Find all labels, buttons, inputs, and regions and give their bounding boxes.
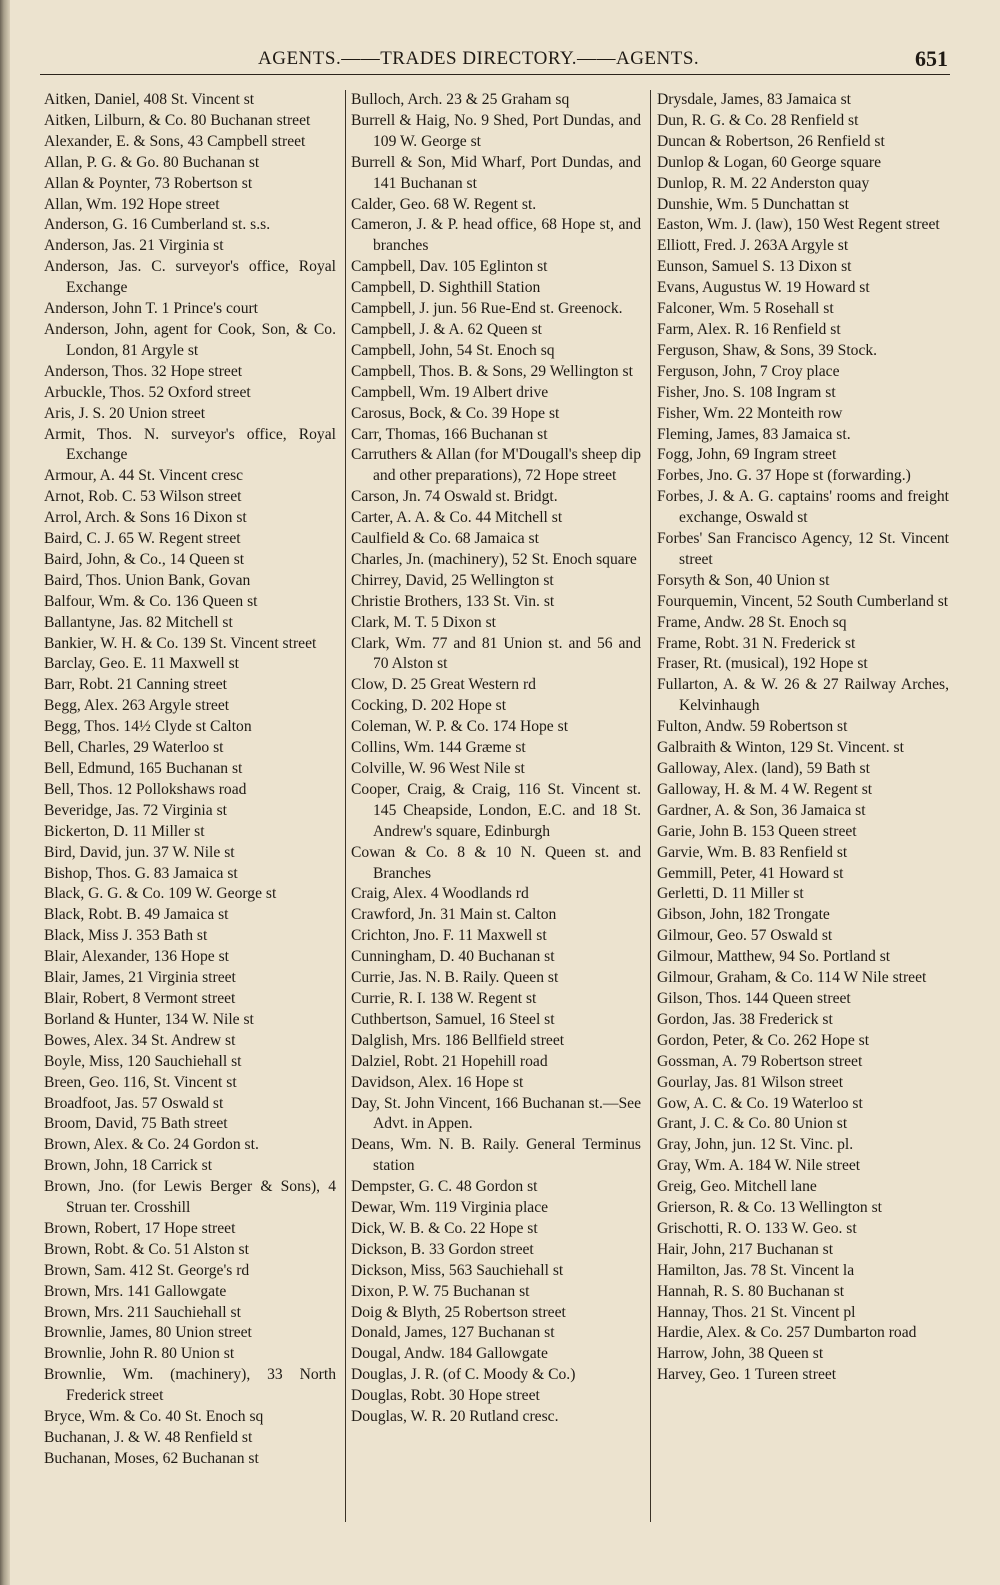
directory-entry: Douglas, Robt. 30 Hope street: [351, 1387, 540, 1405]
directory-entry: Gourlay, Jas. 81 Wilson street: [657, 1073, 844, 1091]
directory-entry: Aitken, Daniel, 408 St. Vincent st: [44, 91, 255, 108]
directory-entry: Brownlie, James, 80 Union street: [44, 1324, 252, 1342]
directory-entry: Grant, J. C. & Co. 80 Union st: [657, 1115, 848, 1133]
directory-entry: Anderson, Jas. 21 Virginia st: [44, 237, 224, 255]
directory-entry: Forbes' San Francisco Agency, 12 St. Vincent street: [657, 530, 949, 568]
directory-entry: Hannah, R. S. 80 Buchanan st: [657, 1282, 845, 1300]
directory-entry: Ballantyne, Jas. 82 Mitchell st: [44, 613, 233, 631]
directory-entry: Gardner, A. & Son, 36 Jamaica st: [657, 801, 866, 819]
directory-entry: Campbell, J. & A. 62 Queen st: [351, 320, 543, 338]
directory-entry: Harrow, John, 38 Queen st: [657, 1345, 824, 1363]
directory-entry: Garie, John B. 153 Queen street: [657, 822, 857, 840]
running-title: AGENTS.——TRADES DIRECTORY.——AGENTS.: [258, 48, 700, 69]
directory-entry: Fullarton, A. & W. 26 & 27 Railway Arches, Kelvinhaugh: [657, 676, 949, 715]
directory-entry: Brown, Mrs. 211 Sauchiehall st: [44, 1303, 241, 1321]
directory-entry: Carruthers & Allan (for M'Dougall's sheep dip and other preparations), 72 Hope street: [351, 446, 641, 485]
directory-entry: Grierson, R. & Co. 13 Wellington st: [657, 1199, 882, 1217]
directory-entry: Bryce, Wm. & Co. 40 St. Enoch sq: [44, 1408, 264, 1426]
directory-entry: Frame, Robt. 31 N. Frederick st: [657, 634, 856, 652]
directory-entry: Allan, P. G. & Go. 80 Buchanan st: [44, 153, 260, 171]
directory-entry: Armour, A. 44 St. Vincent cresc: [44, 467, 244, 485]
directory-entry: Dixon, P. W. 75 Buchanan st: [351, 1282, 530, 1300]
page-binding-edge: [0, 0, 10, 1585]
directory-entry: Boyle, Miss, 120 Sauchiehall st: [44, 1052, 242, 1070]
directory-entry: Beveridge, Jas. 72 Virginia st: [44, 801, 227, 819]
directory-entry: Christie Brothers, 133 St. Vin. st: [351, 592, 555, 610]
directory-entry: Dick, W. B. & Co. 22 Hope st: [351, 1219, 538, 1237]
directory-entry: Bowes, Alex. 34 St. Andrew st: [44, 1031, 236, 1049]
directory-entry: Buchanan, J. & W. 48 Renfield st: [44, 1429, 253, 1446]
directory-entry: Carosus, Bock, & Co. 39 Hope st: [351, 404, 560, 422]
directory-entry: Campbell, Thos. B. & Sons, 29 Wellington st: [351, 362, 633, 380]
directory-entry: Gilmour, Geo. 57 Oswald st: [657, 927, 833, 945]
directory-entry: Galloway, Alex. (land), 59 Bath st: [657, 760, 870, 777]
directory-entry: Anderson, Thos. 32 Hope street: [44, 362, 243, 380]
directory-entry: Hannay, Thos. 21 St. Vincent pl: [657, 1303, 856, 1321]
directory-entry: Arnot, Rob. C. 53 Wilson street: [44, 488, 242, 506]
directory-entry: Campbell, Dav. 105 Eglinton st: [351, 258, 548, 276]
directory-entry: Fraser, Rt. (musical), 192 Hope st: [657, 655, 868, 673]
directory-entry: Dunshie, Wm. 5 Dunchattan st: [657, 195, 850, 213]
directory-entry: Day, St. John Vincent, 166 Buchanan st.—See Advt. in Appen.: [351, 1094, 641, 1133]
directory-entry: Hamilton, Jas. 78 St. Vincent la: [657, 1261, 855, 1279]
directory-entry: Brown, Robert, 17 Hope street: [44, 1219, 236, 1237]
page-number: 651: [915, 46, 948, 71]
directory-entry: Donald, James, 127 Buchanan st: [351, 1324, 555, 1342]
directory-entry: Currie, R. I. 138 W. Regent st: [351, 989, 537, 1007]
directory-entry: Carr, Thomas, 166 Buchanan st: [351, 425, 548, 443]
directory-entry: Brown, John, 18 Carrick st: [44, 1157, 213, 1175]
directory-entry: Anderson, John T. 1 Prince's court: [44, 300, 259, 318]
directory-entry: Buchanan, Moses, 62 Buchanan st: [44, 1449, 259, 1467]
directory-entry: Forsyth & Son, 40 Union st: [657, 571, 830, 589]
directory-entry: Ferguson, John, 7 Croy place: [657, 362, 840, 380]
directory-entry: Falconer, Wm. 5 Rosehall st: [657, 300, 834, 318]
directory-entry: Balfour, Wm. & Co. 136 Queen st: [44, 592, 258, 610]
directory-entry: Evans, Augustus W. 19 Howard st: [657, 279, 870, 297]
directory-entry: Dougal, Andw. 184 Gallowgate: [351, 1345, 548, 1363]
directory-entry: Deans, Wm. N. B. Raily. General Terminus station: [351, 1136, 641, 1175]
directory-column-1: [44, 90, 336, 1470]
directory-entry: Ferguson, Shaw, & Sons, 39 Stock.: [657, 341, 878, 359]
directory-entry: Gordon, Jas. 38 Frederick st: [657, 1010, 833, 1028]
directory-entry: Harvey, Geo. 1 Tureen street: [657, 1366, 837, 1384]
directory-entry: Cuthbertson, Samuel, 16 Steel st: [351, 1010, 555, 1028]
directory-entry: Douglas, J. R. (of C. Moody & Co.): [351, 1366, 576, 1384]
directory-entry: Campbell, J. jun. 56 Rue-End st. Greenock.: [351, 300, 623, 318]
directory-entry: Begg, Thos. 14½ Clyde st Calton: [44, 718, 252, 736]
directory-entry: Burrell & Son, Mid Wharf, Port Dundas, and 141 Buchanan st: [351, 153, 641, 192]
directory-entry: Fogg, John, 69 Ingram street: [657, 446, 837, 464]
directory-entry: Carson, Jn. 74 Oswald st. Bridgt.: [351, 488, 558, 506]
directory-entry: Easton, Wm. J. (law), 150 West Regent street: [657, 216, 940, 234]
directory-entry: Chirrey, David, 25 Wellington st: [351, 571, 554, 589]
directory-entry: Armit, Thos. N. surveyor's office, Royal Exchange: [44, 425, 336, 464]
directory-entry: Eunson, Samuel S. 13 Dixon st: [657, 258, 852, 276]
directory-entry: Dunlop, R. M. 22 Anderston quay: [657, 174, 870, 192]
directory-entry: Gilson, Thos. 144 Queen street: [657, 989, 851, 1007]
directory-entry: Grischotti, R. O. 133 W. Geo. st: [657, 1219, 857, 1237]
directory-entry: Anderson, G. 16 Cumberland st. s.s.: [44, 216, 271, 234]
directory-entry: Drysdale, James, 83 Jamaica st: [657, 91, 852, 108]
directory-entry: Begg, Alex. 263 Argyle street: [44, 697, 230, 715]
directory-entry: Duncan & Robertson, 26 Renfield st: [657, 132, 885, 150]
directory-entry: Brown, Alex. & Co. 24 Gordon st.: [44, 1136, 259, 1154]
directory-entry: Blair, James, 21 Virginia street: [44, 969, 236, 987]
directory-column-2: [351, 90, 641, 1428]
directory-entry: Greig, Geo. Mitchell lane: [657, 1178, 817, 1196]
directory-entry: Brownlie, Wm. (machinery), 33 North Frederick street: [44, 1366, 336, 1405]
directory-entry: Clark, M. T. 5 Dixon st: [351, 613, 496, 631]
directory-entry: Fourquemin, Vincent, 52 South Cumberland st: [657, 592, 949, 610]
directory-entry: Gray, John, jun. 12 St. Vinc. pl.: [657, 1136, 854, 1154]
directory-entry: Currie, Jas. N. B. Raily. Queen st: [351, 969, 559, 987]
directory-entry: Bird, David, jun. 37 W. Nile st: [44, 843, 235, 861]
directory-entry: Bell, Edmund, 165 Buchanan st: [44, 760, 243, 777]
directory-entry: Fulton, Andw. 59 Robertson st: [657, 718, 848, 736]
directory-entry: Arrol, Arch. & Sons 16 Dixon st: [44, 509, 247, 527]
directory-entry: Aris, J. S. 20 Union street: [44, 404, 206, 422]
directory-entry: Crawford, Jn. 31 Main st. Calton: [351, 906, 557, 924]
directory-entry: Hair, John, 217 Buchanan st: [657, 1240, 834, 1258]
directory-entry: Gow, A. C. & Co. 19 Waterloo st: [657, 1094, 863, 1112]
directory-entry: Gordon, Peter, & Co. 262 Hope st: [657, 1031, 870, 1049]
directory-entry: Gilmour, Matthew, 94 So. Portland st: [657, 948, 891, 966]
directory-entry: Cunningham, D. 40 Buchanan st: [351, 948, 555, 966]
directory-entry: Fleming, James, 83 Jamaica st.: [657, 425, 851, 443]
directory-entry: Broadfoot, Jas. 57 Oswald st: [44, 1094, 224, 1112]
directory-entry: Campbell, Wm. 19 Albert drive: [351, 383, 549, 401]
directory-entry: Gray, Wm. A. 184 W. Nile street: [657, 1157, 861, 1175]
directory-entry: Bickerton, D. 11 Miller st: [44, 822, 205, 840]
directory-entry: Gossman, A. 79 Robertson street: [657, 1052, 863, 1070]
directory-entry: Clark, Wm. 77 and 81 Union st. and 56 and 70 Alston st: [351, 634, 641, 673]
directory-entry: Davidson, Alex. 16 Hope st: [351, 1073, 524, 1091]
directory-entry: Black, Miss J. 353 Bath st: [44, 927, 208, 945]
directory-entry: Dickson, B. 33 Gordon street: [351, 1240, 534, 1258]
directory-entry: Doig & Blyth, 25 Robertson street: [351, 1303, 566, 1321]
directory-entry: Gilmour, Graham, & Co. 114 W Nile street: [657, 969, 927, 987]
directory-entry: Bell, Charles, 29 Waterloo st: [44, 739, 224, 757]
directory-entry: Blair, Robert, 8 Vermont street: [44, 989, 236, 1007]
directory-entry: Coleman, W. P. & Co. 174 Hope st: [351, 718, 569, 736]
column-divider-1: [345, 90, 346, 1522]
directory-entry: Dalglish, Mrs. 186 Bellfield street: [351, 1031, 565, 1049]
directory-entry: Crichton, Jno. F. 11 Maxwell st: [351, 927, 547, 945]
directory-entry: Dickson, Miss, 563 Sauchiehall st: [351, 1261, 564, 1279]
directory-entry: Baird, C. J. 65 W. Regent street: [44, 530, 241, 548]
directory-entry: Carter, A. A. & Co. 44 Mitchell st: [351, 509, 563, 527]
directory-entry: Douglas, W. R. 20 Rutland cresc.: [351, 1408, 559, 1426]
page-header: [40, 44, 948, 84]
directory-entry: Aitken, Lilburn, & Co. 80 Buchanan street: [44, 111, 311, 129]
directory-entry: Barr, Robt. 21 Canning street: [44, 676, 228, 694]
directory-entry: Forbes, Jno. G. 37 Hope st (forwarding.): [657, 467, 911, 485]
directory-entry: Gerletti, D. 11 Miller st: [657, 885, 804, 903]
directory-entry: Cooper, Craig, & Craig, 116 St. Vincent st. 145 Cheapside, London, E.C. and 18 St. Andrew's square, Edinburgh: [351, 780, 641, 840]
directory-entry: Craig, Alex. 4 Woodlands rd: [351, 885, 529, 903]
directory-entry: Dunlop & Logan, 60 George square: [657, 153, 882, 171]
directory-entry: Barclay, Geo. E. 11 Maxwell st: [44, 655, 240, 673]
directory-entry: Clow, D. 25 Great Western rd: [351, 676, 536, 694]
directory-entry: Black, Robt. B. 49 Jamaica st: [44, 906, 229, 924]
directory-entry: Dun, R. G. & Co. 28 Renfield st: [657, 111, 859, 129]
directory-entry: Fisher, Wm. 22 Monteith row: [657, 404, 843, 422]
directory-entry: Black, G. G. & Co. 109 W. George st: [44, 885, 277, 903]
directory-entry: Frame, Andw. 28 St. Enoch sq: [657, 613, 847, 631]
directory-entry: Brownlie, John R. 80 Union st: [44, 1345, 235, 1363]
directory-entry: Gibson, John, 182 Trongate: [657, 906, 830, 924]
directory-entry: Cameron, J. & P. head office, 68 Hope st, and branches: [351, 216, 641, 255]
column-divider-2: [650, 90, 651, 1522]
header-rule: [40, 74, 950, 75]
directory-entry: Elliott, Fred. J. 263A Argyle st: [657, 237, 849, 255]
directory-entry: Burrell & Haig, No. 9 Shed, Port Dundas, and 109 W. George st: [351, 111, 641, 150]
directory-entry: Fisher, Jno. S. 108 Ingram st: [657, 383, 836, 401]
directory-entry: Bell, Thos. 12 Pollokshaws road: [44, 780, 247, 798]
directory-entry: Gemmill, Peter, 41 Howard st: [657, 864, 844, 882]
directory-entry: Bulloch, Arch. 23 & 25 Graham sq: [351, 91, 570, 108]
directory-entry: Hardie, Alex. & Co. 257 Dumbarton road: [657, 1324, 917, 1342]
directory-entry: Breen, Geo. 116, St. Vincent st: [44, 1073, 237, 1091]
directory-entry: Caulfield & Co. 68 Jamaica st: [351, 530, 539, 548]
directory-entry: Collins, Wm. 144 Græme st: [351, 739, 526, 757]
directory-entry: Brown, Jno. (for Lewis Berger & Sons), 4 Struan ter. Crosshill: [44, 1178, 336, 1217]
directory-entry: Dempster, G. C. 48 Gordon st: [351, 1178, 538, 1196]
directory-entry: Bishop, Thos. G. 83 Jamaica st: [44, 864, 238, 882]
directory-entry: Campbell, John, 54 St. Enoch sq: [351, 341, 555, 359]
directory-entry: Dewar, Wm. 119 Virginia place: [351, 1199, 549, 1217]
directory-entry: Arbuckle, Thos. 52 Oxford street: [44, 383, 251, 401]
directory-entry: Borland & Hunter, 134 W. Nile st: [44, 1010, 254, 1028]
directory-entry: Brown, Sam. 412 St. George's rd: [44, 1261, 250, 1279]
directory-entry: Broom, David, 75 Bath street: [44, 1115, 228, 1133]
directory-entry: Cowan & Co. 8 & 10 N. Queen st. and Branches: [351, 843, 641, 882]
directory-entry: Blair, Alexander, 136 Hope st: [44, 948, 229, 966]
directory-entry: Galbraith & Winton, 129 St. Vincent. st: [657, 739, 904, 757]
directory-entry: Calder, Geo. 68 W. Regent st.: [351, 195, 537, 213]
directory-entry: Farm, Alex. R. 16 Renfield st: [657, 320, 841, 338]
directory-entry: Brown, Mrs. 141 Gallowgate: [44, 1282, 227, 1300]
directory-entry: Garvie, Wm. B. 83 Renfield st: [657, 843, 848, 861]
directory-column-3: [657, 90, 949, 1386]
directory-entry: Anderson, John, agent for Cook, Son, & Co. London, 81 Argyle st: [44, 320, 336, 359]
directory-entry: Anderson, Jas. C. surveyor's office, Royal Exchange: [44, 258, 336, 297]
directory-entry: Cocking, D. 202 Hope st: [351, 697, 507, 715]
directory-entry: Alexander, E. & Sons, 43 Campbell street: [44, 132, 306, 150]
directory-entry: Baird, John, & Co., 14 Queen st: [44, 550, 245, 568]
directory-entry: Campbell, D. Sighthill Station: [351, 279, 541, 297]
directory-entry: Dalziel, Robt. 21 Hopehill road: [351, 1052, 548, 1070]
directory-entry: Forbes, J. & A. G. captains' rooms and freight exchange, Oswald st: [657, 488, 949, 527]
directory-entry: Charles, Jn. (machinery), 52 St. Enoch square: [351, 550, 637, 568]
directory-entry: Baird, Thos. Union Bank, Govan: [44, 571, 251, 589]
directory-entry: Allan & Poynter, 73 Robertson st: [44, 174, 253, 192]
directory-entry: Allan, Wm. 192 Hope street: [44, 195, 220, 213]
directory-entry: Brown, Robt. & Co. 51 Alston st: [44, 1240, 249, 1258]
directory-entry: Galloway, H. & M. 4 W. Regent st: [657, 780, 873, 798]
directory-entry: Bankier, W. H. & Co. 139 St. Vincent street: [44, 634, 317, 652]
directory-entry: Colville, W. 96 West Nile st: [351, 760, 525, 777]
